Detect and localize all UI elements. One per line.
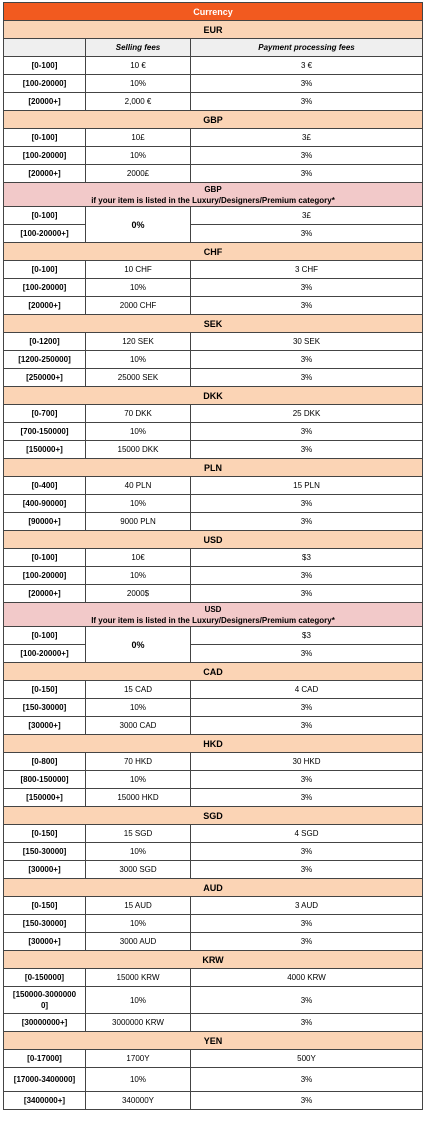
selling-fee-cell: 340000Y	[86, 1092, 191, 1110]
selling-fee-cell: 15 SGD	[86, 825, 191, 843]
section-header-row	[4, 951, 423, 969]
range-cell: [100-20000]	[4, 75, 86, 93]
range-cell: [1200-250000]	[4, 351, 86, 369]
section-currency: GBP	[203, 114, 223, 125]
range-cell: [150000+]	[4, 789, 86, 807]
table-row	[4, 147, 423, 165]
section-header	[4, 459, 423, 477]
section-currency: GBP	[204, 184, 222, 194]
section-header-row	[4, 183, 423, 207]
range-cell: [100-20000]	[4, 147, 86, 165]
section-currency: SEK	[203, 318, 223, 329]
selling-fee-cell: 10 CHF	[86, 261, 191, 279]
payment-fee-cell: 3%	[191, 933, 423, 951]
range-cell: [400-90000]	[4, 495, 86, 513]
section-header	[4, 807, 423, 825]
selling-fee-cell: 10€	[86, 549, 191, 567]
table-row	[4, 861, 423, 879]
table-title: Currency	[4, 3, 423, 21]
column-header-row	[4, 39, 423, 57]
currency-fees-table	[3, 2, 423, 1110]
selling-fee-cell: 10%	[86, 915, 191, 933]
selling-fee-cell: 10%	[86, 75, 191, 93]
payment-fee-cell: 3 CHF	[191, 261, 423, 279]
table-row	[4, 753, 423, 771]
payment-fee-cell: 3%	[191, 495, 423, 513]
payment-fee-cell: 3%	[191, 915, 423, 933]
range-cell: [0-150]	[4, 897, 86, 915]
section-header	[4, 1032, 423, 1050]
selling-fee-cell: 15000 HKD	[86, 789, 191, 807]
table-row	[4, 585, 423, 603]
section-currency: EUR	[203, 24, 223, 35]
payment-fee-cell: 3%	[191, 1014, 423, 1032]
payment-fee-cell: 500Y	[191, 1050, 423, 1068]
selling-fee-merged-cell: 0%	[86, 627, 191, 663]
section-header	[4, 531, 423, 549]
range-cell: [20000+]	[4, 297, 86, 315]
selling-fee-cell: 3000000 KRW	[86, 1014, 191, 1032]
section-currency: SGD	[203, 810, 223, 821]
selling-fee-cell: 2000£	[86, 165, 191, 183]
section-header-row	[4, 111, 423, 129]
payment-fee-cell: 15 PLN	[191, 477, 423, 495]
range-cell: [0-100]	[4, 549, 86, 567]
range-cell: [150000-3000000 0]	[4, 987, 86, 1014]
selling-fee-cell: 1700Y	[86, 1050, 191, 1068]
table-row	[4, 1068, 423, 1092]
payment-fee-cell: 3%	[191, 861, 423, 879]
section-header-row	[4, 459, 423, 477]
range-cell: [0-17000]	[4, 1050, 86, 1068]
range-cell: [3400000+]	[4, 1092, 86, 1110]
payment-fee-cell: 3 AUD	[191, 897, 423, 915]
section-subtitle: if your item is listed in the Luxury/Designers/Premium category*	[91, 195, 335, 205]
range-cell: [90000+]	[4, 513, 86, 531]
section-header	[4, 315, 423, 333]
payment-fee-cell: 4000 KRW	[191, 969, 423, 987]
selling-fee-cell: 15000 DKK	[86, 441, 191, 459]
table-row	[4, 915, 423, 933]
range-cell: [800-150000]	[4, 771, 86, 789]
payment-fee-cell: $3	[191, 549, 423, 567]
payment-fee-cell: 3£	[191, 207, 423, 225]
range-cell: [20000+]	[4, 93, 86, 111]
table-row	[4, 57, 423, 75]
payment-fee-cell: 30 SEK	[191, 333, 423, 351]
section-currency: USD	[203, 534, 223, 545]
title-row	[4, 3, 423, 21]
range-cell: [150-30000]	[4, 699, 86, 717]
table-row	[4, 405, 423, 423]
selling-fee-cell: 10%	[86, 567, 191, 585]
table-row	[4, 789, 423, 807]
section-currency: AUD	[203, 882, 223, 893]
table-row	[4, 423, 423, 441]
selling-fee-cell: 2000$	[86, 585, 191, 603]
range-cell: [150000+]	[4, 441, 86, 459]
section-header-row	[4, 243, 423, 261]
payment-fee-cell: 3%	[191, 645, 423, 663]
range-cell: [0-1200]	[4, 333, 86, 351]
section-currency: HKD	[203, 738, 223, 749]
payment-fee-cell: 3%	[191, 1068, 423, 1092]
selling-fee-cell: 10%	[86, 351, 191, 369]
table-row	[4, 351, 423, 369]
selling-fee-cell: 70 DKK	[86, 405, 191, 423]
payment-fee-cell: 3%	[191, 843, 423, 861]
column-header-blank	[4, 39, 86, 57]
payment-fee-cell: 3%	[191, 441, 423, 459]
selling-fee-cell: 10%	[86, 843, 191, 861]
selling-fee-cell: 15 CAD	[86, 681, 191, 699]
table-row	[4, 369, 423, 387]
selling-fee-cell: 15 AUD	[86, 897, 191, 915]
payment-fee-cell: 3%	[191, 351, 423, 369]
table-row	[4, 513, 423, 531]
payment-fee-cell: 3£	[191, 129, 423, 147]
range-cell: [0-100]	[4, 627, 86, 645]
payment-fee-cell: 3%	[191, 789, 423, 807]
section-header-row	[4, 807, 423, 825]
table-row	[4, 129, 423, 147]
section-header	[4, 603, 423, 627]
payment-fee-cell: 3%	[191, 165, 423, 183]
selling-fee-cell: 10%	[86, 423, 191, 441]
table-row	[4, 897, 423, 915]
selling-fee-cell: 10%	[86, 495, 191, 513]
section-header-row	[4, 879, 423, 897]
section-header-row	[4, 1032, 423, 1050]
payment-fee-cell: 3 €	[191, 57, 423, 75]
table-row	[4, 567, 423, 585]
payment-fee-cell: 4 SGD	[191, 825, 423, 843]
section-header	[4, 879, 423, 897]
section-currency: CHF	[203, 246, 223, 257]
payment-fee-cell: 3%	[191, 1092, 423, 1110]
range-cell: [0-700]	[4, 405, 86, 423]
section-currency: KRW	[202, 954, 224, 965]
section-header	[4, 951, 423, 969]
selling-fee-cell: 3000 SGD	[86, 861, 191, 879]
range-cell: [0-150]	[4, 825, 86, 843]
range-cell: [30000+]	[4, 933, 86, 951]
range-cell: [17000-3400000]	[4, 1068, 86, 1092]
selling-fee-cell: 15000 KRW	[86, 969, 191, 987]
table-row	[4, 843, 423, 861]
selling-fee-cell: 2,000 €	[86, 93, 191, 111]
table-row	[4, 477, 423, 495]
table-row	[4, 333, 423, 351]
table-row	[4, 1014, 423, 1032]
payment-fee-cell: 3%	[191, 423, 423, 441]
payment-fee-cell: 25 DKK	[191, 405, 423, 423]
payment-fee-cell: 3%	[191, 75, 423, 93]
table-row	[4, 681, 423, 699]
section-header-row	[4, 531, 423, 549]
payment-fee-cell: $3	[191, 627, 423, 645]
section-currency: CAD	[203, 666, 223, 677]
range-cell: [0-100]	[4, 129, 86, 147]
range-cell: [100-20000+]	[4, 225, 86, 243]
range-cell: [150-30000]	[4, 915, 86, 933]
payment-fee-cell: 3%	[191, 297, 423, 315]
range-cell: [20000+]	[4, 585, 86, 603]
payment-fee-cell: 4 CAD	[191, 681, 423, 699]
selling-fee-cell: 9000 PLN	[86, 513, 191, 531]
range-cell: [0-150]	[4, 681, 86, 699]
selling-fee-cell: 10%	[86, 279, 191, 297]
table-row	[4, 627, 423, 645]
table-row	[4, 279, 423, 297]
payment-fee-cell: 3%	[191, 717, 423, 735]
section-currency: USD	[204, 604, 222, 614]
table-row	[4, 771, 423, 789]
selling-fee-cell: 3000 AUD	[86, 933, 191, 951]
table-row	[4, 645, 423, 663]
payment-fee-cell: 3%	[191, 585, 423, 603]
selling-fee-cell: 25000 SEK	[86, 369, 191, 387]
table-row	[4, 1092, 423, 1110]
selling-fee-cell: 2000 CHF	[86, 297, 191, 315]
selling-fee-cell: 120 SEK	[86, 333, 191, 351]
table-row	[4, 495, 423, 513]
table-row	[4, 441, 423, 459]
payment-fee-cell: 3%	[191, 279, 423, 297]
table-row	[4, 75, 423, 93]
section-header-row	[4, 663, 423, 681]
range-cell: [20000+]	[4, 165, 86, 183]
payment-fee-cell: 3%	[191, 513, 423, 531]
table-row	[4, 93, 423, 111]
section-header-row	[4, 315, 423, 333]
selling-fee-cell: 10 €	[86, 57, 191, 75]
section-header	[4, 21, 423, 39]
range-cell: [0-100]	[4, 57, 86, 75]
selling-fee-cell: 10%	[86, 1068, 191, 1092]
payment-fee-cell: 3%	[191, 699, 423, 717]
section-header	[4, 183, 423, 207]
range-cell: [0-150000]	[4, 969, 86, 987]
range-cell: [100-20000+]	[4, 645, 86, 663]
section-header	[4, 387, 423, 405]
section-header-row	[4, 387, 423, 405]
selling-fee-cell: 10%	[86, 699, 191, 717]
table-row	[4, 261, 423, 279]
column-header-selling: Selling fees	[86, 39, 191, 57]
table-row	[4, 699, 423, 717]
range-cell: [0-400]	[4, 477, 86, 495]
table-row	[4, 297, 423, 315]
table-row	[4, 549, 423, 567]
table-row	[4, 165, 423, 183]
selling-fee-merged-cell: 0%	[86, 207, 191, 243]
section-header-row	[4, 603, 423, 627]
section-header	[4, 111, 423, 129]
range-cell: [0-100]	[4, 207, 86, 225]
section-currency: DKK	[203, 390, 223, 401]
section-currency: YEN	[203, 1035, 223, 1046]
table-row	[4, 225, 423, 243]
section-header-row	[4, 21, 423, 39]
range-cell: [30000000+]	[4, 1014, 86, 1032]
range-cell: [700-150000]	[4, 423, 86, 441]
column-header-payment: Payment processing fees	[191, 39, 423, 57]
section-header	[4, 663, 423, 681]
table-row	[4, 825, 423, 843]
section-header	[4, 735, 423, 753]
range-cell: [100-20000]	[4, 279, 86, 297]
payment-fee-cell: 3%	[191, 225, 423, 243]
range-cell: [250000+]	[4, 369, 86, 387]
section-header	[4, 243, 423, 261]
table-row	[4, 1050, 423, 1068]
table-row	[4, 933, 423, 951]
section-header-row	[4, 735, 423, 753]
payment-fee-cell: 3%	[191, 567, 423, 585]
selling-fee-cell: 10£	[86, 129, 191, 147]
selling-fee-cell: 10%	[86, 147, 191, 165]
table-row	[4, 969, 423, 987]
payment-fee-cell: 30 HKD	[191, 753, 423, 771]
selling-fee-cell: 70 HKD	[86, 753, 191, 771]
selling-fee-cell: 40 PLN	[86, 477, 191, 495]
selling-fee-cell: 10%	[86, 771, 191, 789]
section-currency: PLN	[204, 462, 222, 473]
payment-fee-cell: 3%	[191, 771, 423, 789]
range-cell: [0-100]	[4, 261, 86, 279]
selling-fee-cell: 3000 CAD	[86, 717, 191, 735]
table-row	[4, 717, 423, 735]
table-row	[4, 207, 423, 225]
payment-fee-cell: 3%	[191, 147, 423, 165]
selling-fee-cell: 10%	[86, 987, 191, 1014]
section-subtitle: If your item is listed in the Luxury/Designers/Premium category*	[91, 615, 335, 625]
payment-fee-cell: 3%	[191, 93, 423, 111]
fees-table-body	[4, 3, 423, 1110]
range-cell: [30000+]	[4, 861, 86, 879]
range-cell: [30000+]	[4, 717, 86, 735]
range-cell: [100-20000]	[4, 567, 86, 585]
range-cell: [150-30000]	[4, 843, 86, 861]
payment-fee-cell: 3%	[191, 987, 423, 1014]
range-cell: [0-800]	[4, 753, 86, 771]
table-row	[4, 987, 423, 1014]
payment-fee-cell: 3%	[191, 369, 423, 387]
